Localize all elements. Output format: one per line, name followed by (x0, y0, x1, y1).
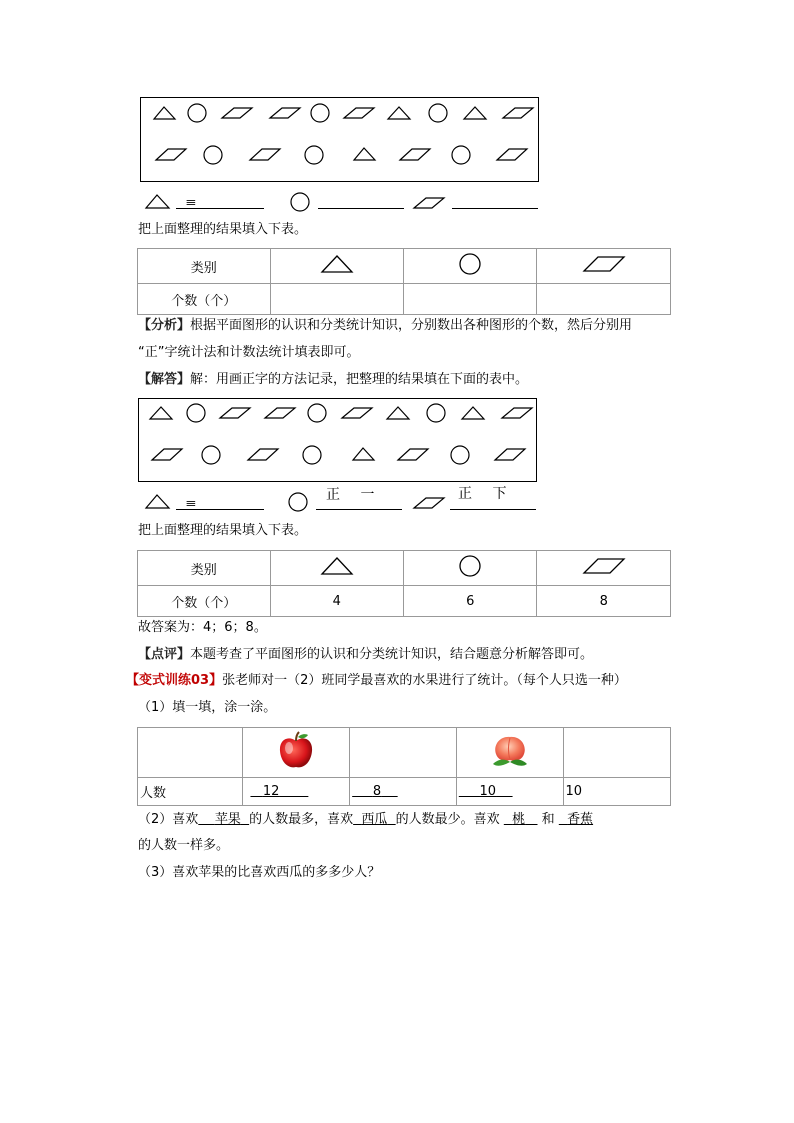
instruction-question: 把上面整理的结果填入下表。 (138, 222, 308, 237)
result-table-answer (137, 550, 671, 617)
fruit-cell-peach (456, 728, 563, 778)
answer-least: 西瓜 (361, 812, 388, 827)
final-answer: 故答案为：4；6；8。 (138, 620, 267, 635)
peach-icon (489, 733, 531, 769)
fruit-cell-banana (563, 728, 671, 778)
exercise-part2: （2）喜欢 苹果 的人数最多，喜欢 西瓜 的人数最少。喜欢 桃 和 香蕉 (138, 812, 594, 827)
exercise-tag: 【变式训练03】 (126, 673, 223, 688)
fruit-cell-apple (243, 728, 350, 778)
triangle-icon (320, 556, 354, 576)
analysis-line2: “正”字统计法和计数法统计填表即可。 (138, 345, 360, 360)
answer-table-cell-circle (404, 551, 537, 586)
parallelogram-icon (582, 556, 626, 576)
answer-table-cell-parallelogram (537, 551, 671, 586)
answer-same-2: 香蕉 (567, 812, 594, 827)
answer-same-1: 桃 (512, 812, 526, 827)
answer-count-triangle: 4 (270, 586, 403, 617)
tally-line-triangle (176, 509, 264, 510)
answer-table-cell-triangle (270, 551, 403, 586)
table-header-count: 个数（个） (138, 284, 271, 315)
fruit-table-corner (138, 728, 243, 778)
tally-circle-answer: 正 一 (326, 487, 383, 503)
comment-tag: 【点评】 (138, 647, 191, 662)
table-header-category: 类别 (138, 249, 271, 284)
answer-table-header-count: 个数（个） (138, 586, 271, 617)
exercise-part3: （3）喜欢苹果的比喜欢西瓜的多多少人？ (138, 865, 381, 880)
answer-count-parallelogram: 8 (537, 586, 671, 617)
tally-line-parallelogram (450, 509, 536, 510)
answer-tag: 【解答】 (138, 372, 191, 387)
analysis-line1: 【分析】根据平面图形的认识和分类统计知识，分别数出各种图形的个数，然后分别用 (138, 318, 633, 333)
answer-line: 【解答】解：用画正字的方法记录，把整理的结果填在下面的表中。 (138, 372, 529, 387)
exercise-line: 【变式训练03】张老师对一（2）班同学最喜欢的水果进行了统计。（每个人只选一种） (126, 673, 627, 688)
tally-parallelogram-answer: 正 下 (458, 486, 515, 502)
fruit-count-banana: 10 (563, 778, 671, 806)
fruit-row-label: 人数 (138, 778, 243, 806)
answer-count-circle: 6 (404, 586, 537, 617)
circle-icon (456, 555, 484, 577)
tally-line-circle (316, 509, 402, 510)
comment-line: 【点评】本题考查了平面图形的认识和分类统计知识，结合题意分析解答即可。 (138, 647, 594, 662)
answer-most: 苹果 (214, 812, 241, 827)
tally-triangle-question: 𝍢 (186, 194, 196, 208)
tally-triangle-answer: 𝍢 (186, 495, 196, 509)
fruit-count-watermelon: 8 (350, 778, 457, 806)
apple-icon (276, 731, 316, 771)
answer-table-header-category: 类别 (138, 551, 271, 586)
fruit-table (137, 727, 671, 806)
analysis-tag: 【分析】 (138, 318, 191, 333)
exercise-part1: （1）填一填，涂一涂。 (138, 700, 277, 715)
fruit-count-apple: 12 (243, 778, 350, 806)
fruit-count-peach: 10 (456, 778, 563, 806)
exercise-part2-end: 的人数一样多。 (138, 838, 230, 853)
instruction-answer: 把上面整理的结果填入下表。 (138, 523, 308, 538)
fruit-cell-watermelon (350, 728, 457, 778)
